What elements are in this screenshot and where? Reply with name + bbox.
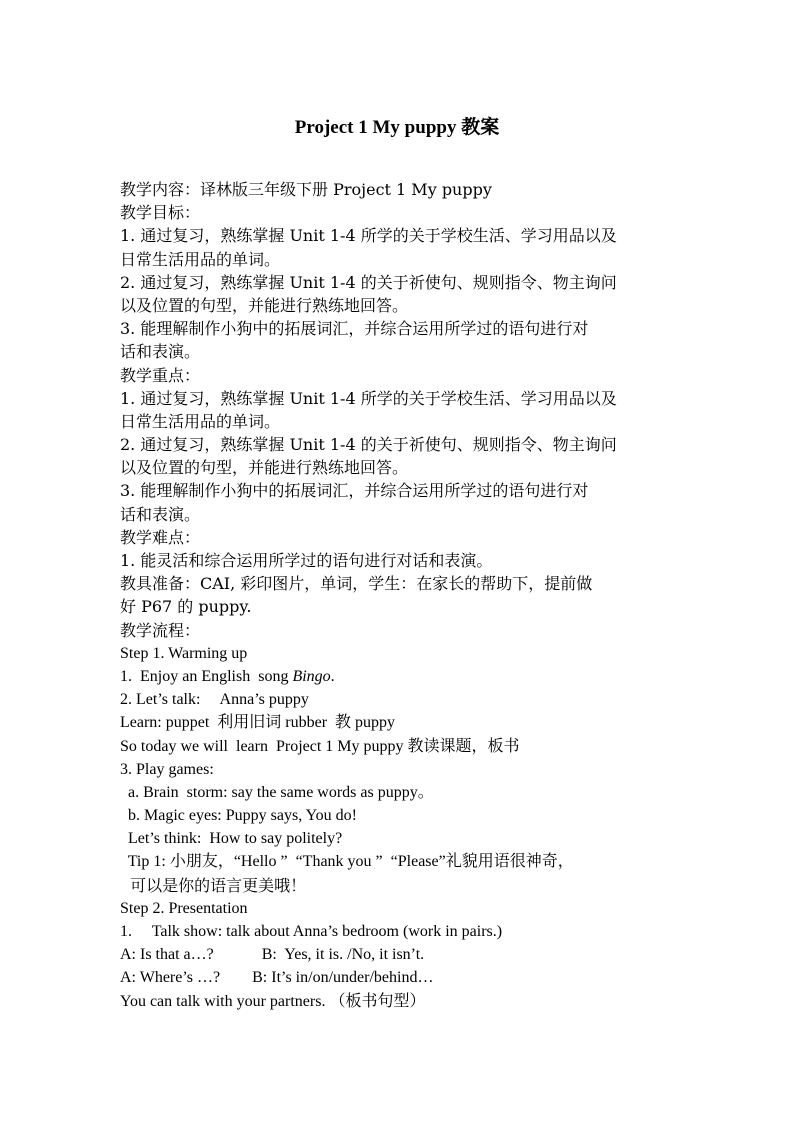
section-heading: 教学流程：: [120, 620, 201, 640]
text-line: Tip 1: 小朋友，“Hello ” “Thank you ” “Please”礼貌用语很神奇，: [120, 853, 574, 871]
text-line: 1. 通过复习，熟练掌握 Unit 1-4 所学的关于学校生活、学习用品以及: [120, 388, 617, 408]
text-line: 3. 能理解制作小狗中的拓展词汇，并综合运用所学过的语句进行对: [120, 319, 589, 339]
text-line: 日常生活用品的单词。: [120, 249, 281, 269]
text-line: Learn: puppet 利用旧词 rubber 教 puppy: [120, 714, 396, 732]
text-line: 1. 能灵活和综合运用所学过的语句进行对话和表演。: [120, 551, 493, 570]
step-heading: Step 2. Presentation: [120, 899, 248, 917]
text-line: a. Brain storm: say the same words as puppy。: [120, 783, 434, 801]
section-heading: 教学目标：: [120, 203, 201, 223]
text-line: Let’s think: How to say politely?: [120, 830, 343, 848]
document-title: Project 1 My puppy 教案: [294, 117, 500, 138]
step-heading: Step 1. Warming up: [120, 644, 248, 662]
text-line: 日常生活用品的单词。: [120, 411, 281, 431]
text-line: b. Magic eyes: Puppy says, You do!: [120, 807, 357, 825]
text-line: A: Where’s …? B: It’s in/on/under/behind…: [120, 969, 434, 987]
text-line: 教具准备：CAI, 彩印图片，单词，学生：在家长的帮助下，提前做: [120, 574, 593, 594]
text-line: 话和表演。: [120, 342, 201, 362]
text-line: 好 P67 的 puppy.: [120, 597, 252, 617]
section-heading: 教学重点：: [120, 365, 201, 385]
song-title: Bingo: [292, 667, 331, 685]
text-line: 2. 通过复习，熟练掌握 Unit 1-4 的关于祈使句、规则指令、物主询问: [120, 435, 617, 455]
text-line: A: Is that a…? B: Yes, it is. /No, it isn’t.: [120, 946, 425, 964]
text-line: 1. Talk show: talk about Anna’s bedroom (work in pairs.): [120, 923, 503, 940]
text-line: 1. 通过复习，熟练掌握 Unit 1-4 所学的关于学校生活、学习用品以及: [120, 226, 617, 246]
text-line: 2. Let’s talk: Anna’s puppy: [120, 691, 309, 709]
text-line: 以及位置的句型，并能进行熟练地回答。: [120, 295, 409, 315]
text-line: 2. 通过复习，熟练掌握 Unit 1-4 的关于祈使句、规则指令、物主询问: [120, 272, 617, 292]
text-line: 以及位置的句型，并能进行熟练地回答。: [120, 458, 409, 478]
song-line-prefix: 1. Enjoy an English song: [120, 667, 293, 685]
text-line: So today we will learn Project 1 My puppy 教读课题，板书: [120, 737, 520, 755]
text-line: You can talk with your partners. （板书句型）: [120, 992, 426, 1010]
document-body: [120, 178, 680, 1013]
section-heading: 教学难点：: [120, 527, 201, 547]
text-line: 教学内容：译林版三年级下册 Project 1 My puppy: [120, 180, 492, 199]
song-line-suffix: .: [330, 667, 335, 685]
text-line: 话和表演。: [120, 504, 201, 524]
text-line: 可以是你的语言更美哦！: [120, 875, 307, 895]
text-line: 3. Play games:: [120, 760, 214, 778]
song-line: [120, 665, 680, 688]
text-line: 3. 能理解制作小狗中的拓展词汇，并综合运用所学过的语句进行对: [120, 481, 589, 501]
